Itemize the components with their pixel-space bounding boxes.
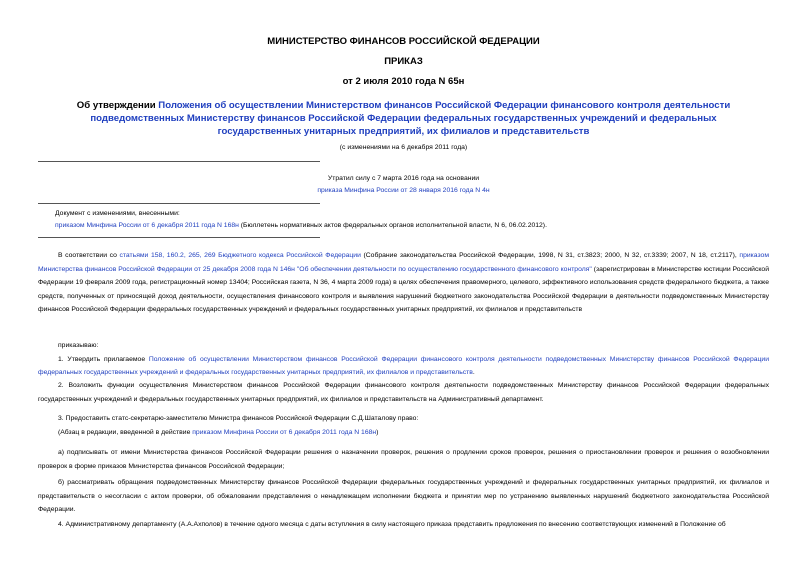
divider [38, 161, 320, 162]
divider [38, 237, 320, 238]
budget-code-link[interactable]: статьями 158, 160.2, 265, 269 Бюджетного кодекса Российской Федерации [119, 252, 361, 259]
item-3-note: (Абзац в редакции, введенной в действие [58, 428, 193, 436]
order-168n-link[interactable]: приказом Минфина России от 6 декабря 2011 года N 168н [192, 428, 377, 436]
item-3 [38, 412, 769, 439]
doc-type-heading: ПРИКАЗ [384, 56, 423, 67]
preamble-text: В соответствии со [58, 252, 120, 259]
expired-notice [0, 173, 807, 197]
expired-order-link[interactable]: приказа Минфина России от 28 января 2016 года N 4н [317, 187, 490, 194]
order-body [38, 339, 769, 380]
changes-doc-label: Документ с изменениями, внесенными: [55, 210, 180, 217]
regulation-link[interactable]: Положение об осуществлении Министерством финансов Российской Федерации финансового контроля деятельности подведомственных Министерству финансов Российской Федерации федеральных государственных учреждений и федеральных государственных унитарных предприятий, их филиалов и представительств [38, 355, 770, 377]
item-1-end: . [472, 369, 475, 377]
preamble-text: (зарегистрирован в Министерстве юстиции Российской Федерации 19 февраля 2009 года, регистрационный номер 13404; Российская газета, N 36, 4 марта 2009 года) в целях обеспечения правомерного, целевого, эффективного использования средств федерального бюджета, а также средств, полученных от приносящей доход деятельности, осуществления финансового контроля и выявления нарушений бюджетного законодательства Российской Федерации в деятельности подведомственных Министерству финансов Российской Федерации федеральных государственных учреждений и федеральных государственных унитарных предприятий, их филиалов и представительств [38, 265, 769, 314]
preamble [38, 249, 769, 317]
item-3-text: 3. Предоставить статс-секретарю-заместителю Министра финансов Российской Федерации С.Д.Шаталову право: [58, 415, 419, 422]
item-1-text: 1. Утвердить прилагаемое [58, 355, 149, 363]
changes-doc-rest: (Бюллетень нормативных актов федеральных органов исполнительной власти, N 6, 06.02.2012). [238, 222, 547, 229]
ministry-heading: МИНИСТЕРСТВО ФИНАНСОВ РОССИЙСКОЙ ФЕДЕРАЦИИ [267, 36, 540, 47]
doc-date-number: от 2 июля 2010 года N 65н [342, 76, 465, 87]
title-regulation-link[interactable]: Положения об осуществлении Министерством финансов Российской Федерации финансового контроля деятельности подведомственных Министерству финансов Российской Федерации федеральных государственных учреждений и федеральных государственных унитарных предприятий, их филиалов и представительств [90, 100, 731, 137]
changes-order-link[interactable]: приказом Минфина России от 6 декабря 2011 года N 168н [55, 222, 239, 229]
preamble-text: (Собрание законодательства Российской Федерации, 1998, N 31, ст.3823; 2000, N 32, ст.3339; 2007, N 18, ст.2117), [360, 252, 740, 259]
order-word: приказываю: [58, 342, 99, 349]
doc-title [55, 99, 752, 138]
item-3-note-end: ) [376, 428, 379, 436]
divider [38, 203, 320, 204]
item-4-text: 4. Административному департаменту (А.А.Ахполов) в течение одного месяца с даты вступления в силу настоящего приказа представить предложения по внесению соответствующих изменений в Положение об [58, 521, 726, 528]
expired-text: Утратил силу с 7 марта 2016 года на основании [327, 175, 480, 182]
item-3b [38, 476, 769, 517]
item-3b-text: б) рассматривать обращения подведомственных Министерству финансов Российской Федерации федеральных государственных учреждений и федеральных государственных унитарных предприятий, их филиалов и представительств о несогласии с актом проверки, об обжаловании представления о ненадлежащем исполнении бюджета и принятии мер по устранению выявленных нарушений бюджетного законодательства Российской Федерации. [38, 479, 769, 514]
changes-doc-block [55, 208, 755, 232]
item-3a-text: а) подписывать от имени Министерства финансов Российской Федерации решения о назначении проверок, решения о продлении сроков проверок, решения о приостановлении проверок и решения о возобновлении проверок в форме приказов Министерства финансов Российской Федерации; [38, 449, 769, 470]
item-4 [38, 518, 769, 532]
amendments-note: (с изменениями на 6 декабря 2011 года) [339, 144, 468, 151]
item-3a [38, 446, 769, 473]
item-2: 2. Возложить функции осуществления Министерством финансов Российской Федерации финансового контроля деятельности подведомственных Министерству финансов Российской Федерации федеральных государственных учреждений и федеральных государственных унитарных предприятий, их филиалов и представительств на Административный департамент. [38, 382, 769, 403]
title-prefix: Об утверждении [76, 100, 159, 111]
order-146n-link[interactable]: приказом Министерства финансов Российской Федерации от 25 декабря 2008 года N 146н "Об обеспечении деятельности по осуществлению государственного финансового контроля" [38, 252, 769, 273]
item-1 [38, 353, 769, 380]
